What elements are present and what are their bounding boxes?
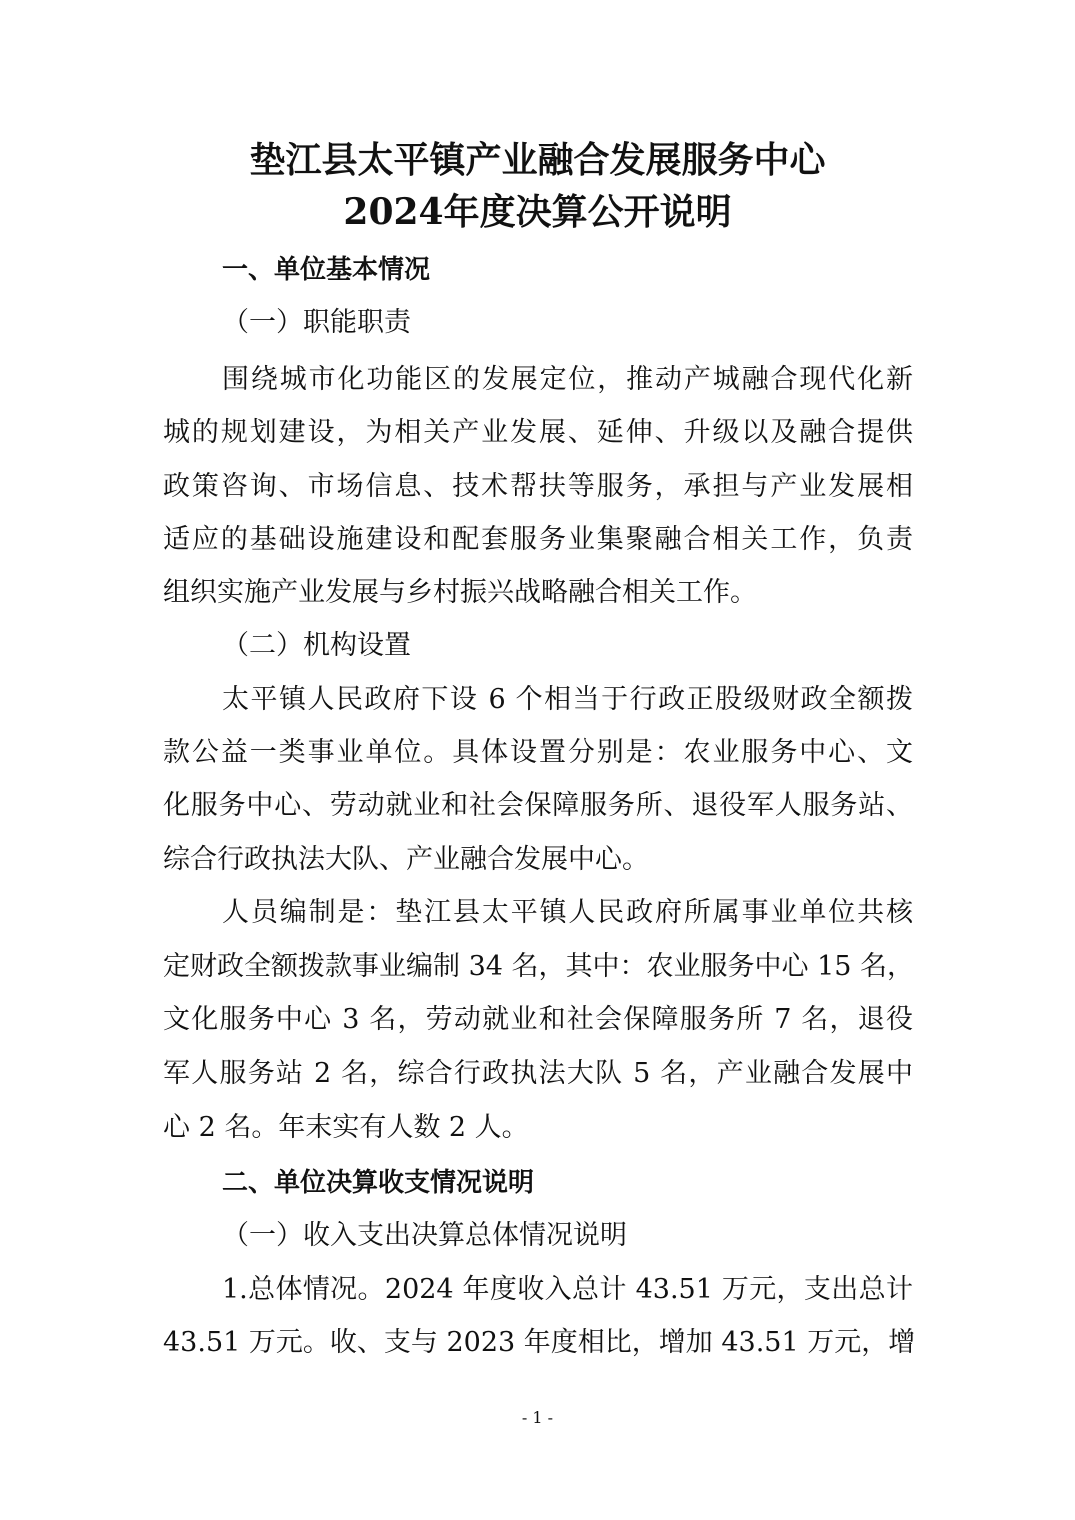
paragraph-line: 人员编制是：垫江县太平镇人民政府所属事业单位共核 [222, 897, 913, 928]
paragraph-line: 组织实施产业发展与乡村振兴战略融合相关工作。 [163, 577, 757, 608]
paragraph-line: 太平镇人民政府下设 6 个相当于行政正股级财政全额拨 [222, 684, 913, 715]
paragraph-line: 1.总体情况。2024 年度收入总计 43.51 万元，支出总计 [222, 1274, 913, 1305]
subsection-heading: （一）收入支出决算总体情况说明 [222, 1220, 627, 1251]
paragraph-line: 综合行政执法大队、产业融合发展中心。 [163, 844, 649, 875]
paragraph-line: 城的规划建设，为相关产业发展、延伸、升级以及融合提供 [163, 417, 913, 448]
paragraph-line: 围绕城市化功能区的发展定位，推动产城融合现代化新 [222, 364, 913, 395]
paragraph-line: 文化服务中心 3 名，劳动就业和社会保障服务所 7 名，退役 [163, 1004, 913, 1035]
paragraph-line: 43.51 万元。收、支与 2023 年度相比，增加 43.51 万元，增 [163, 1327, 916, 1358]
page-number: - 1 - [521, 1408, 554, 1427]
subsection-heading: （二）机构设置 [222, 630, 411, 661]
paragraph-line: 适应的基础设施建设和配套服务业集聚融合相关工作，负责 [163, 524, 913, 555]
paragraph-line: 政策咨询、市场信息、技术帮扶等服务，承担与产业发展相 [163, 471, 913, 502]
document-title-line-1: 垫江县太平镇产业融合发展服务中心 [249, 139, 826, 181]
section-heading: 一、单位基本情况 [222, 255, 431, 285]
paragraph-line: 化服务中心、劳动就业和社会保障服务所、退役军人服务站、 [163, 790, 913, 821]
subsection-heading: （一）职能职责 [222, 307, 411, 338]
paragraph-line: 军人服务站 2 名，综合行政执法大队 5 名，产业融合发展中 [163, 1058, 913, 1089]
document-title-line-2: 2024年度决算公开说明 [343, 191, 732, 233]
paragraph-line: 款公益一类事业单位。具体设置分别是：农业服务中心、文 [163, 737, 913, 768]
section-heading: 二、单位决算收支情况说明 [222, 1168, 535, 1198]
paragraph-line: 定财政全额拨款事业编制 34 名，其中：农业服务中心 15 名， [163, 951, 915, 982]
paragraph-line: 心 2 名。年末实有人数 2 人。 [163, 1112, 529, 1143]
